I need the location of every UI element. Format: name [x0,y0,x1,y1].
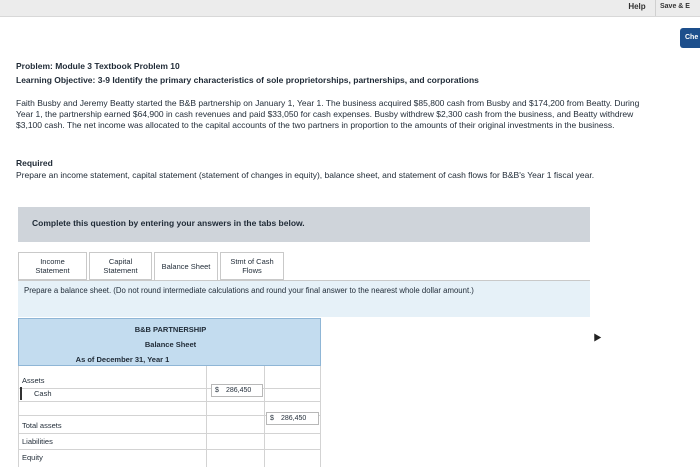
instructions-banner [18,207,590,242]
cash-amount-value: 286,450 [226,387,252,394]
mouse-cursor-icon [591,331,601,341]
tab-label-line2: Statement [35,266,70,275]
company-name: B&B PARTNERSHIP [134,325,207,334]
tab-stmt-cash-flows[interactable] [220,252,284,280]
cash-label: Cash [34,389,52,398]
tab-balance-sheet[interactable] [154,252,218,281]
instruction-text: Prepare a balance sheet. (Do not round intermediate calculations and round your final answer to the nearest whole dollar amount.) [24,286,474,295]
problem-title: Problem: Module 3 Textbook Problem 10 [16,61,180,71]
tab-capital-statement[interactable] [89,252,152,280]
help-button[interactable]: Help [628,2,646,11]
check-my-work-button[interactable]: Che [680,28,700,48]
toolbar-divider [655,0,656,16]
total-assets-value: 286,450 [281,415,307,422]
balance-sheet-header [18,318,321,366]
instruction-box [18,281,590,317]
table-row [18,418,321,434]
tab-label-line2: Statement [103,266,138,275]
top-toolbar [0,0,700,17]
cash-amount-input[interactable] [211,384,263,397]
required-text: Prepare an income statement, capital statement (statement of changes in equity), balance sheet, and statement of cash flows for B&B's Year 1 fiscal year. [16,170,595,180]
statement-name: Balance Sheet [144,340,197,349]
cash-label-field[interactable] [20,387,22,400]
currency-symbol: $ [270,415,274,422]
save-exit-button[interactable]: Save & E [660,3,690,10]
learning-objective: Learning Objective: 3-9 Identify the primary characteristics of sole proprietorships, partnerships, and corporations [16,75,479,85]
table-row [18,434,321,450]
banner-text: Complete this question by entering your answers in the tabs below. [32,218,305,228]
required-heading: Required [16,158,53,168]
tab-income-statement[interactable] [18,252,87,280]
tab-label-line1: Balance Sheet [161,262,211,271]
currency-symbol: $ [215,387,219,394]
equity-label: Equity [22,453,43,462]
tab-label-line1: Capital [108,257,133,266]
tab-label-line2: Flows [242,266,262,275]
liabilities-label: Liabilities [22,437,53,446]
tab-label-line1: Income [40,257,65,266]
statement-date: As of December 31, Year 1 [75,355,170,364]
table-row [18,450,321,466]
assets-label: Assets [22,376,45,385]
total-assets-label: Total assets [22,421,62,430]
tab-label-line1: Stmt of Cash [230,257,274,266]
problem-description: Faith Busby and Jeremy Beatty started the B&B partnership on January 1, Year 1. The business acquired $85,800 cash from Busby and $174,200 from Beatty. During Year 1, the partnership earned $64,900 in cash revenues and paid $33,050 for cash expenses. Busby withdrew $2,300 cash from the business, and Beatty withdrew $3,100 cash. The net income was allocated to the capital accounts of the two partners in proportion to the amounts of their original investments in the business. [16,98,640,131]
